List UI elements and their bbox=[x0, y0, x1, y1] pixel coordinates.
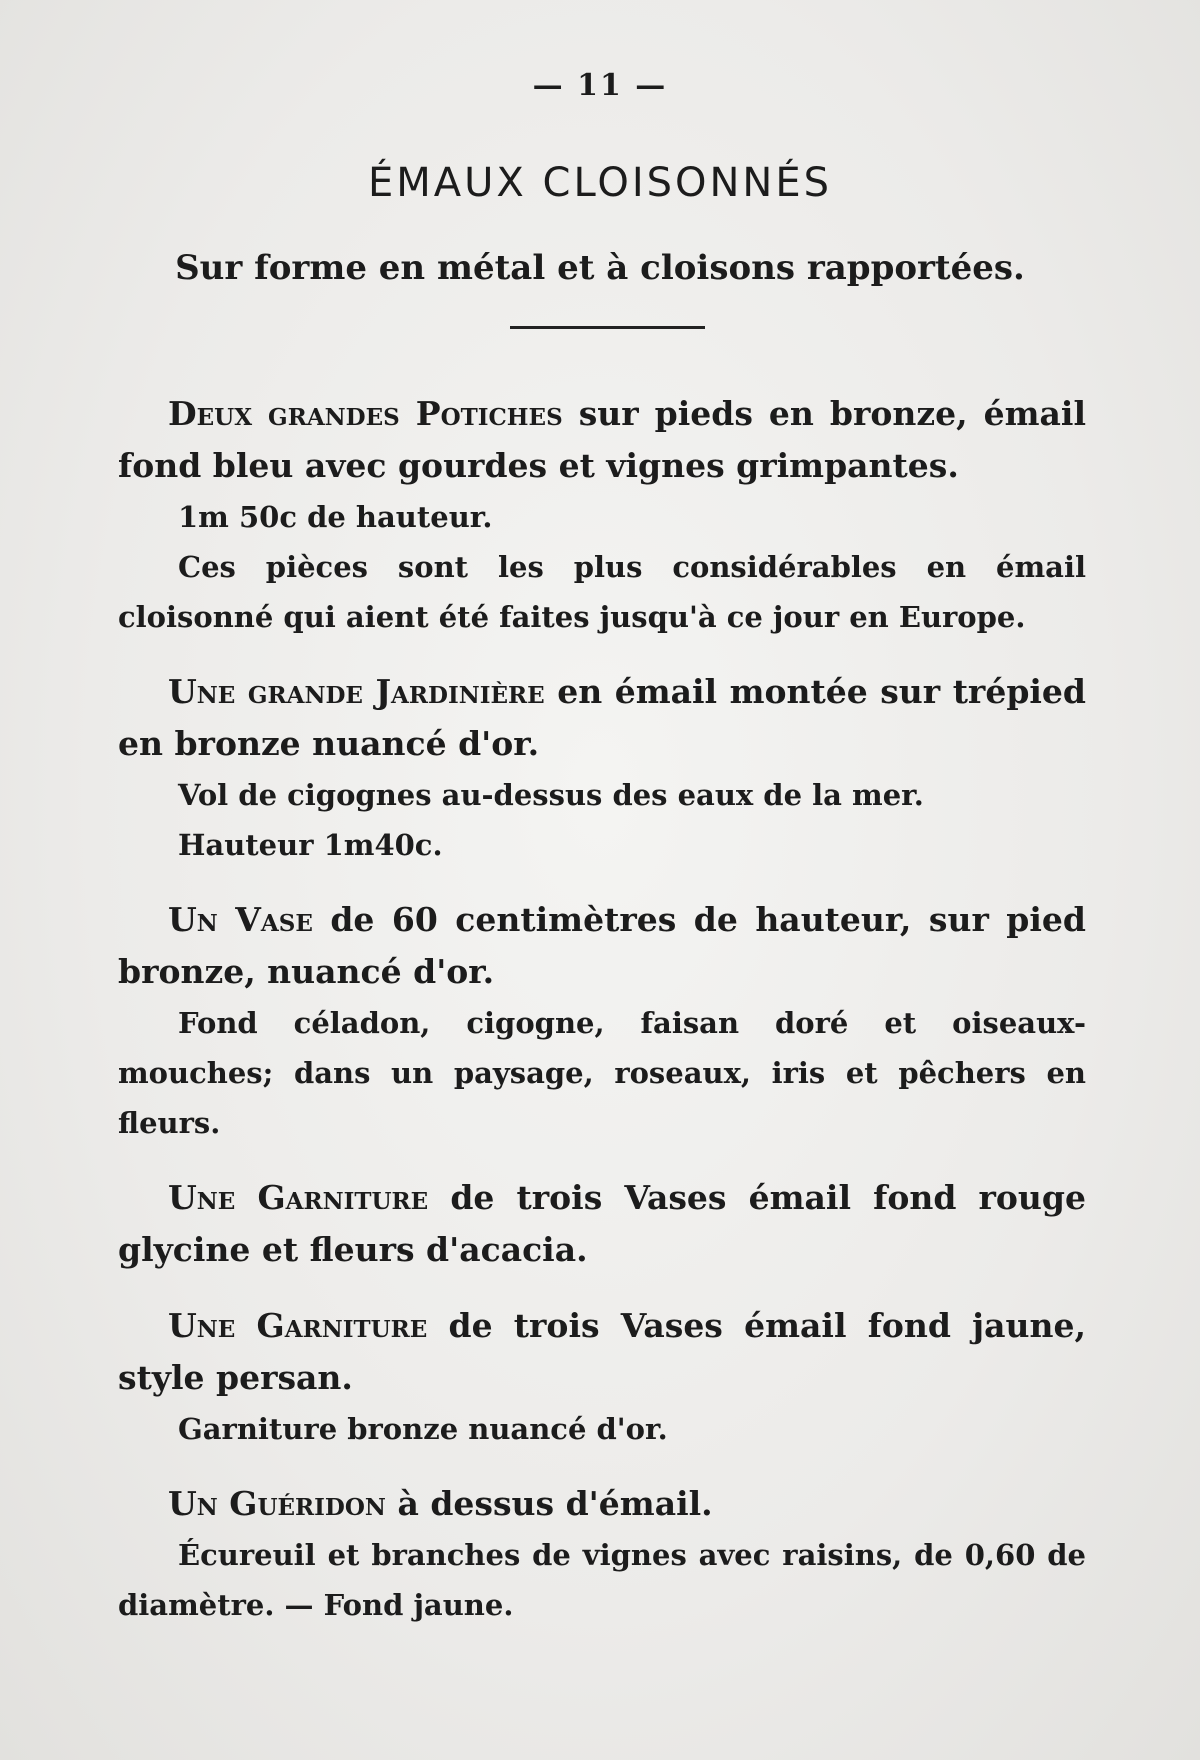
item-name: Deux grandes Potiches bbox=[168, 394, 563, 433]
page-subtitle: Sur forme en métal et à cloisons rapportées. bbox=[175, 248, 1025, 288]
item-note: Écureuil et branches de vignes avec raisins, de 0,60 de diamètre. — Fond jaune. bbox=[118, 1538, 1086, 1622]
item-note: Hauteur 1m40c. bbox=[178, 828, 443, 862]
item-name: Une Garniture bbox=[168, 1178, 429, 1217]
catalog-item bbox=[118, 1300, 1086, 1454]
item-description: en émail montée sur trépied en bronze nuancé d'or. bbox=[118, 672, 1086, 763]
item-name: Une grande Jardinière bbox=[168, 672, 545, 711]
item-note: 1m 50c de hauteur. bbox=[178, 500, 493, 534]
item-description: à dessus d'émail. bbox=[397, 1484, 713, 1523]
page-number: — 11 — bbox=[532, 68, 668, 103]
item-description: de trois Vases émail fond jaune, style persan. bbox=[118, 1306, 1086, 1397]
item-name: Un Guéridon bbox=[168, 1484, 386, 1523]
item-note: Fond céladon, cigogne, faisan doré et oiseaux-mouches; dans un paysage, roseaux, iris et pêchers en fleurs. bbox=[118, 1006, 1086, 1140]
page-title: ÉMAUX CLOISONNÉS bbox=[368, 160, 832, 206]
item-name: Un Vase bbox=[168, 900, 313, 939]
title-divider bbox=[510, 326, 705, 329]
catalog-item bbox=[118, 1172, 1086, 1276]
item-description: de 60 centimètres de hauteur, sur pied bronze, nuancé d'or. bbox=[118, 900, 1086, 991]
item-note: Vol de cigognes au-dessus des eaux de la mer. bbox=[178, 778, 924, 812]
item-note: Ces pièces sont les plus considérables en émail cloisonné qui aient été faites jusqu'à ce jour en Europe. bbox=[118, 550, 1086, 634]
catalog-item bbox=[118, 894, 1086, 1148]
catalog-item bbox=[118, 1478, 1086, 1630]
item-list bbox=[118, 388, 1086, 1654]
item-note: Garniture bronze nuancé d'or. bbox=[178, 1412, 668, 1446]
item-name: Une Garniture bbox=[168, 1306, 428, 1345]
catalog-item bbox=[118, 666, 1086, 870]
catalog-item bbox=[118, 388, 1086, 642]
item-description: sur pieds en bronze, émail fond bleu avec gourdes et vignes grimpantes. bbox=[118, 394, 1086, 485]
item-description: de trois Vases émail fond rouge glycine et fleurs d'acacia. bbox=[118, 1178, 1086, 1269]
